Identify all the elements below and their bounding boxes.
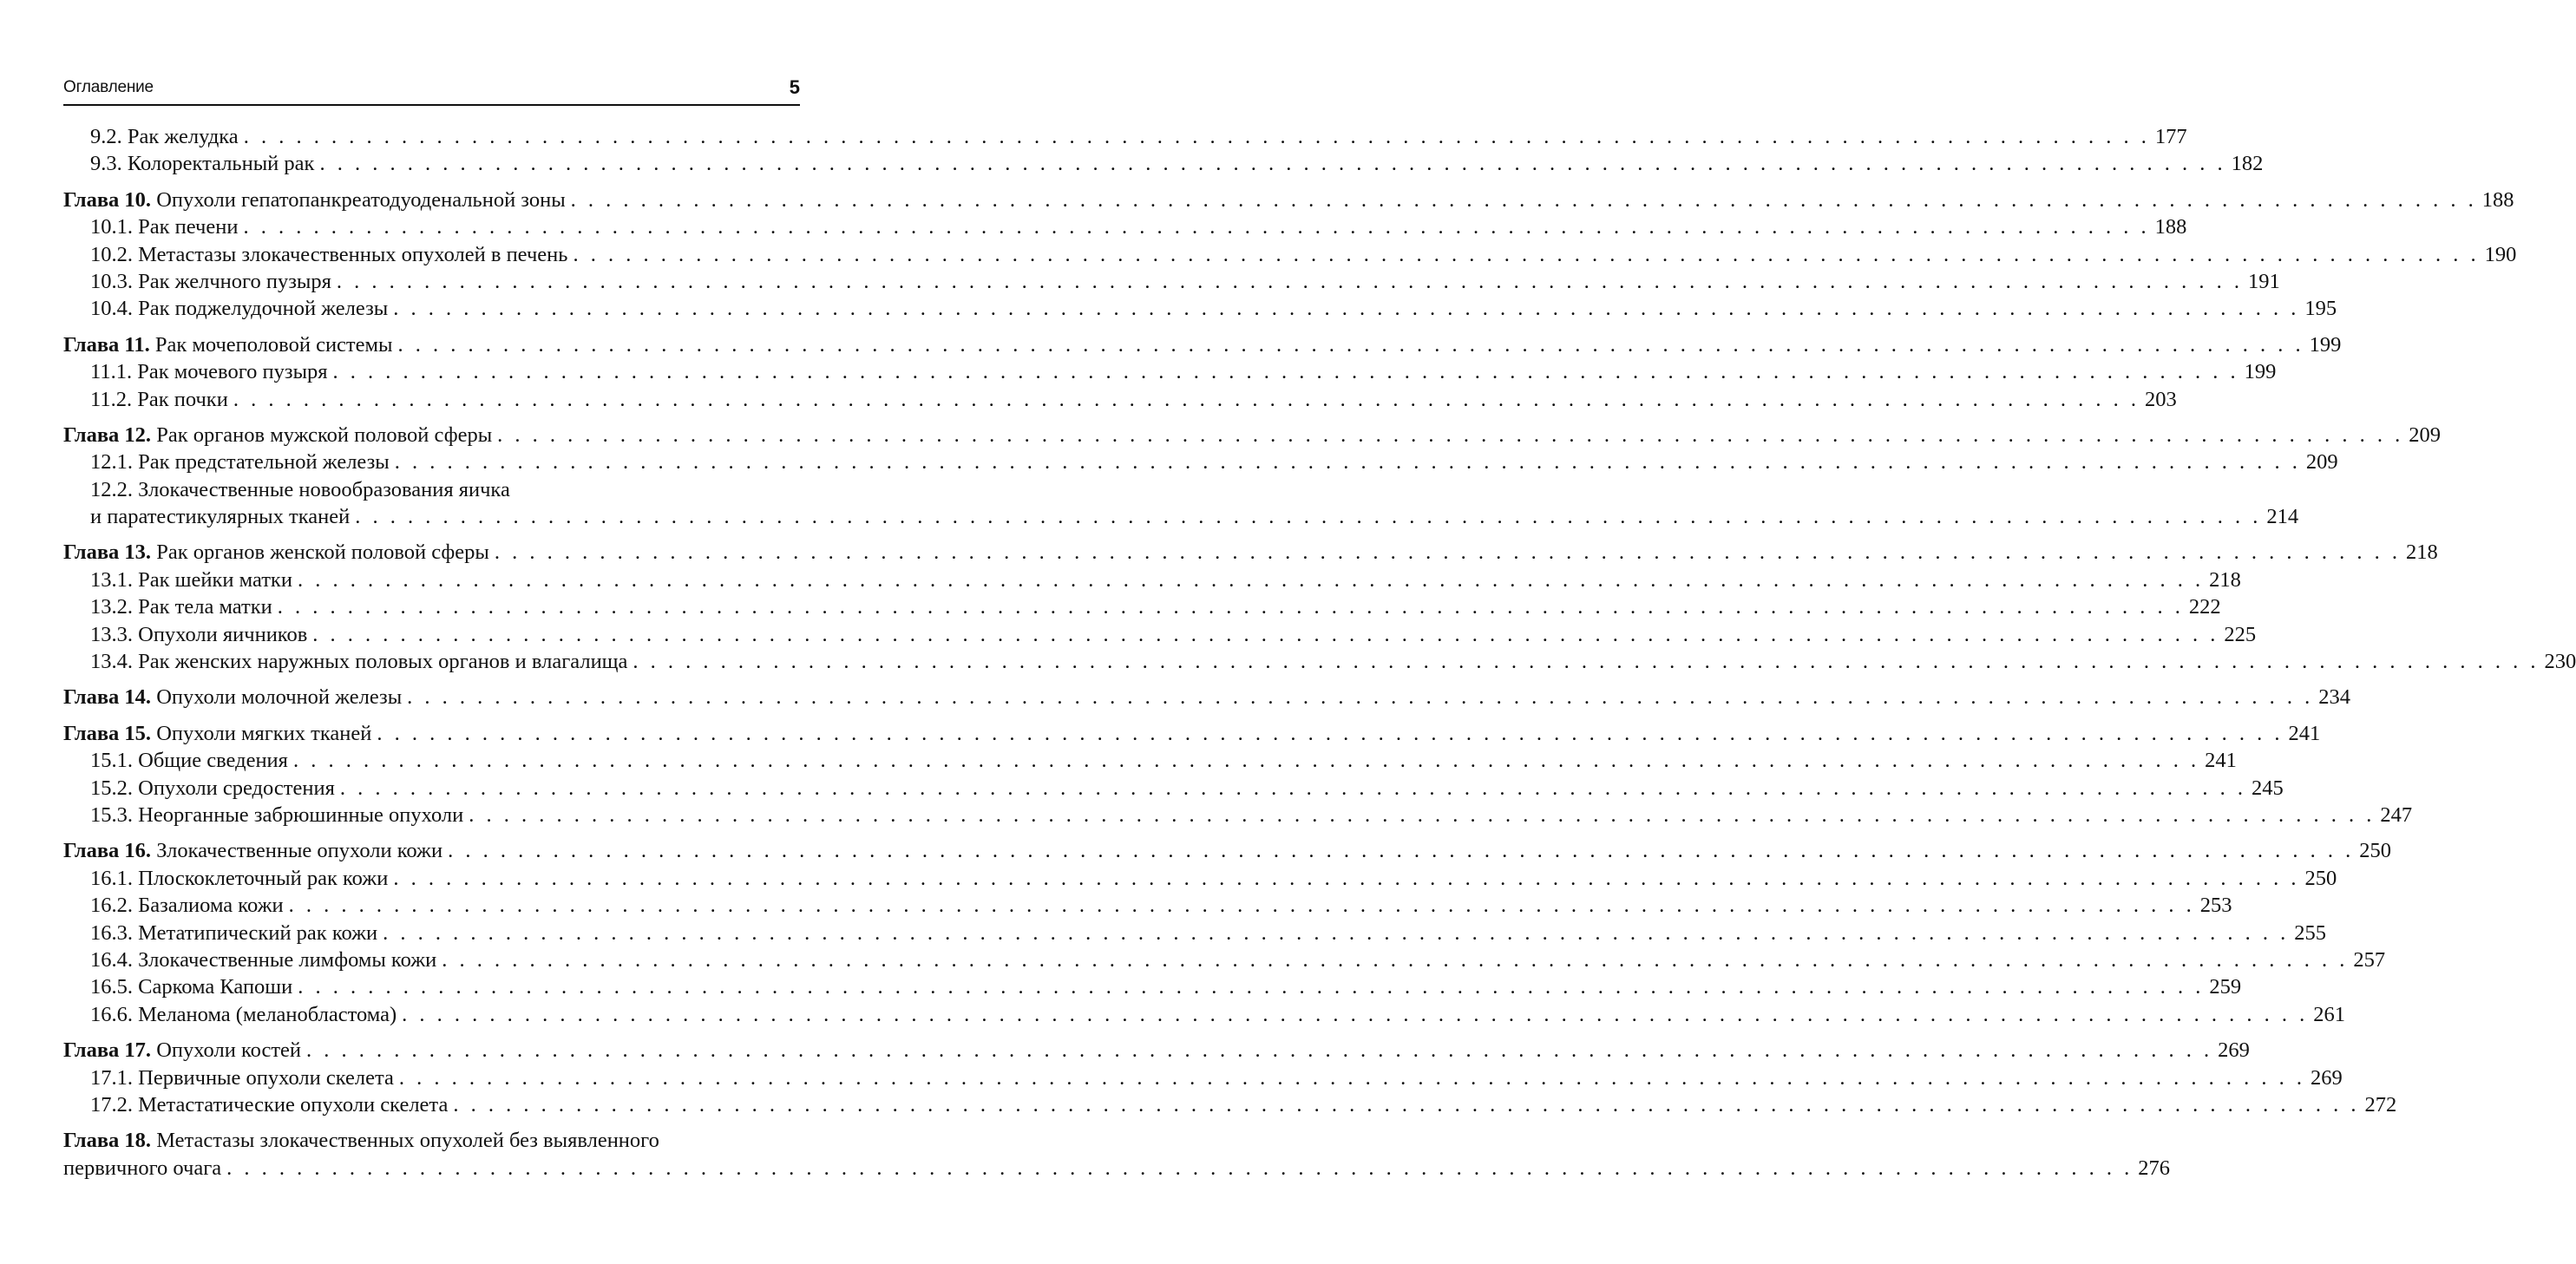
dot-leader: . . . . . . . . . . . . . . . . . . . . . . . . . . . . . . . . . . . . . . . . . . . . . . . . . . . . . . . . . . . . . . . . . . . . . . . . . . . . . . . . . . . . . . . . . . . . . . . . . . . . . . . . . . . . .: [292, 749, 2200, 773]
dot-leader: . . . . . . . . . . . . . . . . . . . . . . . . . . . . . . . . . . . . . . . . . . . . . . . . . . . . . . . . . . . . . . . . . . . . . . . . . . . . . . . . . . . . . . . . . . . . . . . . . . . . . . . . . . . . .: [332, 360, 2239, 384]
entry-text: Рак органов женской половой сферы: [151, 540, 489, 565]
toc-entry-title: [90, 241, 567, 268]
toc-entry-row[interactable]: [63, 621, 2257, 648]
toc-page-number: 247: [2380, 802, 2413, 827]
dot-leader: . . . . . . . . . . . . . . . . . . . . . . . . . . . . . . . . . . . . . . . . . . . . . . . . . . . . . . . . . . . . . . . . . . . . . . . . . . . . . . . . . . . . . . . . . . . . . . . . . . . . . . . . . . . . .: [453, 1092, 2360, 1117]
toc-page-number: 209: [2409, 422, 2442, 447]
chapter-label: Глава 10.: [63, 187, 152, 212]
toc-chapter-row[interactable]: [63, 684, 2351, 711]
entry-text: 17.2. Метастатические опухоли скелета: [90, 1092, 449, 1117]
entry-text: Опухоли мягких тканей: [151, 721, 372, 745]
dot-leader: . . . . . . . . . . . . . . . . . . . . . . . . . . . . . . . . . . . . . . . . . . . . . . . . . . . . . . . . . . . . . . . . . . . . . . . . . . . . . . . . . . . . . . . . . . . . . . . . . . . . . . . . . . . . .: [402, 1002, 2309, 1026]
entry-text: Злокачественные опухоли кожи: [151, 839, 443, 863]
dot-leader: . . . . . . . . . . . . . . . . . . . . . . . . . . . . . . . . . . . . . . . . . . . . . . . . . . . . . . . . . . . . . . . . . . . . . . . . . . . . . . . . . . . . . . . . . . . . . . . . . . . . . . . . . . . . .: [277, 595, 2184, 619]
entry-text: 9.3. Колоректальный рак: [90, 152, 315, 176]
toc-entry-row[interactable]: [63, 567, 2241, 593]
dot-leader: . . . . . . . . . . . . . . . . . . . . . . . . . . . . . . . . . . . . . . . . . . . . . . . . . . . . . . . . . . . . . . . . . . . . . . . . . . . . . . . . . . . . . . . . . . . . . . . . . . . . . . . . . . . . .: [298, 975, 2205, 999]
toc-page-number: 276: [2138, 1156, 2171, 1180]
toc-page-number: 188: [2154, 215, 2187, 239]
toc-entry-title: [63, 684, 402, 711]
toc-page-number: 203: [2144, 387, 2177, 411]
toc-entry-row[interactable]: [63, 892, 2232, 919]
toc-entry-title: [63, 720, 371, 747]
toc-entry-row[interactable]: [63, 1155, 2171, 1182]
toc-entry-title: [63, 422, 492, 449]
entry-text: 17.1. Первичные опухоли скелета: [90, 1065, 394, 1090]
entry-text: и паратестикулярных тканей: [90, 505, 351, 529]
dot-leader: . . . . . . . . . . . . . . . . . . . . . . . . . . . . . . . . . . . . . . . . . . . . . . . . . . . . . . . . . . . . . . . . . . . . . . . . . . . . . . . . . . . . . . . . . . . . . . . . . . . . . . . . . . . . .: [383, 920, 2290, 945]
toc-entry-row[interactable]: [63, 946, 2386, 973]
toc-entry-title: [90, 973, 292, 1000]
toc-page-number: 188: [2481, 187, 2514, 212]
toc-page-number: 261: [2313, 1002, 2346, 1026]
toc-chapter-row[interactable]: [63, 187, 2514, 213]
toc-page-number: 195: [2304, 297, 2337, 321]
entry-text: 10.3. Рак желчного пузыря: [90, 269, 331, 293]
entry-text: Метастазы злокачественных опухолей без выявленного: [151, 1129, 659, 1153]
dot-leader: . . . . . . . . . . . . . . . . . . . . . . . . . . . . . . . . . . . . . . . . . . . . . . . . . . . . . . . . . . . . . . . . . . . . . . . . . . . . . . . . . . . . . . . . . . . . . . . . . . . . . . . . . . . . .: [573, 242, 2480, 266]
entry-text: Рак мочеполовой системы: [149, 332, 393, 357]
toc-page-number: 199: [2309, 332, 2342, 357]
dot-leader: . . . . . . . . . . . . . . . . . . . . . . . . . . . . . . . . . . . . . . . . . . . . . . . . . . . . . . . . . . . . . . . . . . . . . . . . . . . . . . . . . . . . . . . . . . . . . . . . . . . . . . . . . . . . .: [312, 622, 2219, 646]
toc-page-number: 257: [2353, 947, 2386, 972]
toc-page-number: 250: [2304, 866, 2337, 890]
toc-entry-title: [90, 386, 228, 413]
toc-page-number: 182: [2231, 152, 2264, 176]
entry-text: 16.5. Саркома Капоши: [90, 975, 293, 999]
dot-leader: . . . . . . . . . . . . . . . . . . . . . . . . . . . . . . . . . . . . . . . . . . . . . . . . . . . . . . . . . . . . . . . . . . . . . . . . . . . . . . . . . . . . . . . . . . . . . . . . . . . . . . . . . . . . .: [288, 894, 2195, 918]
chapter-label: Глава 13.: [63, 540, 152, 565]
toc-chapter-row[interactable]: [63, 837, 2391, 864]
toc-page-number: 245: [2251, 776, 2284, 800]
toc-entry-row[interactable]: [63, 213, 2187, 240]
toc-entry-row[interactable]: [63, 358, 2277, 385]
toc-entry-row[interactable]: [63, 268, 2280, 295]
toc-entry-row[interactable]: [63, 150, 2264, 177]
toc-entry-row[interactable]: [63, 123, 2187, 150]
dot-leader: . . . . . . . . . . . . . . . . . . . . . . . . . . . . . . . . . . . . . . . . . . . . . . . . . . . . . . . . . . . . . . . . . . . . . . . . . . . . . . . . . . . . . . . . . . . . . . . . . . . . . . . . . . . . .: [306, 1038, 2213, 1063]
dot-leader: . . . . . . . . . . . . . . . . . . . . . . . . . . . . . . . . . . . . . . . . . . . . . . . . . . . . . . . . . . . . . . . . . . . . . . . . . . . . . . . . . . . . . . . . . . . . . . . . . . . . . . . . . . . . .: [398, 1065, 2305, 1090]
entry-text: 12.2. Злокачественные новообразования яичка: [90, 477, 510, 501]
toc-entry-row[interactable]: [63, 1064, 2343, 1091]
entry-text: 16.1. Плоскоклеточный рак кожи: [90, 866, 389, 890]
dot-leader: . . . . . . . . . . . . . . . . . . . . . . . . . . . . . . . . . . . . . . . . . . . . . . . . . . . . . . . . . . . . . . . . . . . . . . . . . . . . . . . . . . . . . . . . . . . . . . . . . . . . . . . . . . . . .: [377, 721, 2284, 745]
toc-entry-title: [90, 1091, 448, 1118]
entry-text: 16.4. Злокачественные лимфомы кожи: [90, 947, 437, 972]
entry-text: 13.3. Опухоли яичников: [90, 622, 308, 646]
toc-entry-row[interactable]: [63, 503, 2299, 530]
toc-entry-title: [90, 476, 510, 503]
toc-entry-title: [90, 213, 238, 240]
toc-chapter-row[interactable]: [63, 1127, 800, 1154]
toc-chapter-row[interactable]: [63, 539, 2438, 566]
chapter-label: Глава 12.: [63, 422, 152, 447]
dot-leader: . . . . . . . . . . . . . . . . . . . . . . . . . . . . . . . . . . . . . . . . . . . . . . . . . . . . . . . . . . . . . . . . . . . . . . . . . . . . . . . . . . . . . . . . . . . . . . . . . . . . . . . . . . . . .: [570, 187, 2477, 212]
toc-entry-title: [90, 358, 328, 385]
toc-entry-title: [90, 1064, 394, 1091]
dot-leader: . . . . . . . . . . . . . . . . . . . . . . . . . . . . . . . . . . . . . . . . . . . . . . . . . . . . . . . . . . . . . . . . . . . . . . . . . . . . . . . . . . . . . . . . . . . . . . . . . . . . . . . . . . . . .: [226, 1156, 2134, 1180]
toc-entry-title: [63, 187, 566, 213]
toc-page-number: 234: [2318, 685, 2351, 710]
dot-leader: . . . . . . . . . . . . . . . . . . . . . . . . . . . . . . . . . . . . . . . . . . . . . . . . . . . . . . . . . . . . . . . . . . . . . . . . . . . . . . . . . . . . . . . . . . . . . . . . . . . . . . . . . . . . .: [497, 422, 2404, 447]
toc-entry-row[interactable]: [63, 747, 2237, 774]
toc-page-number: 218: [2209, 567, 2241, 592]
toc-chapter-row[interactable]: [63, 720, 2321, 747]
toc-entry-row[interactable]: [63, 449, 2338, 475]
toc-page-number: 199: [2244, 360, 2277, 384]
chapter-label: Глава 11.: [63, 332, 150, 357]
toc-entry-title: [90, 865, 388, 892]
toc-entry-title: [90, 892, 284, 919]
toc-page-number: 230: [2544, 650, 2576, 674]
toc-entry-row[interactable]: [63, 775, 2284, 802]
toc-entry-title: [63, 539, 489, 566]
toc-page-number: 191: [2248, 269, 2280, 293]
toc-entry-row[interactable]: [63, 593, 2221, 620]
toc-entry-title: [90, 503, 350, 530]
toc-entry-title: [90, 621, 307, 648]
toc-entry-title: [63, 1037, 301, 1064]
toc-entry-title: [90, 593, 272, 620]
entry-text: 15.3. Неорганные забрюшинные опухоли: [90, 802, 464, 827]
toc-page-number: 250: [2359, 839, 2391, 863]
dot-leader: . . . . . . . . . . . . . . . . . . . . . . . . . . . . . . . . . . . . . . . . . . . . . . . . . . . . . . . . . . . . . . . . . . . . . . . . . . . . . . . . . . . . . . . . . . . . . . . . . . . . . . . . . . . . .: [633, 650, 2540, 674]
toc-entry-title: [90, 150, 314, 177]
toc-entry-row[interactable]: [63, 648, 2576, 675]
entry-text: 16.6. Меланома (меланобластома): [90, 1002, 397, 1026]
toc-page-number: 177: [2154, 125, 2187, 148]
dot-leader: . . . . . . . . . . . . . . . . . . . . . . . . . . . . . . . . . . . . . . . . . . . . . . . . . . . . . . . . . . . . . . . . . . . . . . . . . . . . . . . . . . . . . . . . . . . . . . . . . . . . . . . . . . . . .: [442, 947, 2349, 972]
entry-text: 10.4. Рак поджелудочной железы: [90, 297, 389, 321]
toc-page-number: 209: [2305, 450, 2338, 475]
toc-entry-row[interactable]: [63, 476, 800, 503]
toc-page-number: 253: [2199, 894, 2232, 918]
toc-entry-title: [90, 449, 390, 475]
dot-leader: . . . . . . . . . . . . . . . . . . . . . . . . . . . . . . . . . . . . . . . . . . . . . . . . . . . . . . . . . . . . . . . . . . . . . . . . . . . . . . . . . . . . . . . . . . . . . . . . . . . . . . . . . . . . .: [243, 215, 2150, 239]
table-of-contents: [63, 123, 2576, 1182]
dot-leader: . . . . . . . . . . . . . . . . . . . . . . . . . . . . . . . . . . . . . . . . . . . . . . . . . . . . . . . . . . . . . . . . . . . . . . . . . . . . . . . . . . . . . . . . . . . . . . . . . . . . . . . . . . . . .: [397, 332, 2304, 357]
toc-page-number: 225: [2224, 622, 2257, 646]
toc-page-number: 269: [2218, 1038, 2250, 1063]
chapter-label: Глава 16.: [63, 839, 152, 863]
toc-entry-row[interactable]: [63, 920, 2327, 946]
toc-entry-title: [90, 747, 288, 774]
entry-text: первичного очага: [63, 1156, 222, 1180]
entry-text: 10.2. Метастазы злокачественных опухолей в печень: [90, 242, 568, 266]
toc-entry-row[interactable]: [63, 802, 2413, 828]
dot-leader: . . . . . . . . . . . . . . . . . . . . . . . . . . . . . . . . . . . . . . . . . . . . . . . . . . . . . . . . . . . . . . . . . . . . . . . . . . . . . . . . . . . . . . . . . . . . . . . . . . . . . . . . . . . . .: [394, 450, 2301, 475]
dot-leader: . . . . . . . . . . . . . . . . . . . . . . . . . . . . . . . . . . . . . . . . . . . . . . . . . . . . . . . . . . . . . . . . . . . . . . . . . . . . . . . . . . . . . . . . . . . . . . . . . . . . . . . . . . . . .: [469, 802, 2376, 827]
toc-chapter-row[interactable]: [63, 331, 2342, 358]
dot-leader: . . . . . . . . . . . . . . . . . . . . . . . . . . . . . . . . . . . . . . . . . . . . . . . . . . . . . . . . . . . . . . . . . . . . . . . . . . . . . . . . . . . . . . . . . . . . . . . . . . . . . . . . . . . . .: [297, 567, 2205, 592]
dot-leader: . . . . . . . . . . . . . . . . . . . . . . . . . . . . . . . . . . . . . . . . . . . . . . . . . . . . . . . . . . . . . . . . . . . . . . . . . . . . . . . . . . . . . . . . . . . . . . . . . . . . . . . . . . . . .: [339, 776, 2246, 800]
toc-chapter-row[interactable]: [63, 422, 2442, 449]
toc-page-number: 272: [2364, 1092, 2397, 1117]
dot-leader: . . . . . . . . . . . . . . . . . . . . . . . . . . . . . . . . . . . . . . . . . . . . . . . . . . . . . . . . . . . . . . . . . . . . . . . . . . . . . . . . . . . . . . . . . . . . . . . . . . . . . . . . . . . . .: [407, 685, 2314, 710]
dot-leader: . . . . . . . . . . . . . . . . . . . . . . . . . . . . . . . . . . . . . . . . . . . . . . . . . . . . . . . . . . . . . . . . . . . . . . . . . . . . . . . . . . . . . . . . . . . . . . . . . . . . . . . . . . . . .: [448, 839, 2355, 863]
toc-page-number: 259: [2209, 975, 2242, 999]
toc-entry-row[interactable]: [63, 241, 2517, 268]
entry-text: 15.2. Опухоли средостения: [90, 776, 335, 800]
entry-text: 13.4. Рак женских наружных половых органов и влагалища: [90, 650, 628, 674]
toc-entry-title: [63, 1127, 659, 1154]
toc-entry-title: [90, 123, 239, 150]
entry-text: Опухоли молочной железы: [151, 685, 403, 710]
entry-text: 16.2. Базалиома кожи: [90, 894, 284, 918]
entry-text: 12.1. Рак предстательной железы: [90, 450, 390, 475]
entry-text: 16.3. Метатипический рак кожи: [90, 920, 378, 945]
chapter-label: Глава 18.: [63, 1129, 152, 1153]
toc-entry-title: [90, 268, 331, 295]
chapter-label: Глава 15.: [63, 721, 152, 745]
toc-entry-row[interactable]: [63, 865, 2337, 892]
toc-entry-row[interactable]: [63, 1001, 2346, 1028]
toc-entry-title: [90, 775, 335, 802]
toc-entry-title: [63, 1155, 221, 1182]
toc-entry-title: [63, 837, 442, 864]
dot-leader: . . . . . . . . . . . . . . . . . . . . . . . . . . . . . . . . . . . . . . . . . . . . . . . . . . . . . . . . . . . . . . . . . . . . . . . . . . . . . . . . . . . . . . . . . . . . . . . . . . . . . . . . . . . . .: [393, 866, 2300, 890]
toc-entry-row[interactable]: [63, 295, 2337, 322]
toc-entry-row[interactable]: [63, 973, 2242, 1000]
dot-leader: . . . . . . . . . . . . . . . . . . . . . . . . . . . . . . . . . . . . . . . . . . . . . . . . . . . . . . . . . . . . . . . . . . . . . . . . . . . . . . . . . . . . . . . . . . . . . . . . . . . . . . . . . . . . .: [243, 125, 2150, 148]
dot-leader: . . . . . . . . . . . . . . . . . . . . . . . . . . . . . . . . . . . . . . . . . . . . . . . . . . . . . . . . . . . . . . . . . . . . . . . . . . . . . . . . . . . . . . . . . . . . . . . . . . . . . . . . . . . . .: [355, 505, 2262, 529]
entry-text: Рак органов мужской половой сферы: [151, 422, 493, 447]
entry-text: 13.2. Рак тела матки: [90, 595, 272, 619]
toc-page-number: 190: [2484, 242, 2517, 266]
header-page-number: 5: [789, 76, 800, 98]
toc-page-number: 255: [2294, 920, 2327, 945]
toc-entry-row[interactable]: [63, 386, 2177, 413]
toc-entry-title: [90, 946, 436, 973]
entry-text: 11.2. Рак почки: [90, 387, 228, 411]
toc-entry-title: [90, 802, 463, 828]
toc-entry-title: [90, 295, 388, 322]
dot-leader: . . . . . . . . . . . . . . . . . . . . . . . . . . . . . . . . . . . . . . . . . . . . . . . . . . . . . . . . . . . . . . . . . . . . . . . . . . . . . . . . . . . . . . . . . . . . . . . . . . . . . . . . . . . . .: [393, 297, 2300, 321]
toc-page-number: 269: [2310, 1065, 2343, 1090]
toc-entry-title: [90, 920, 377, 946]
header-title: Оглавление: [63, 78, 154, 96]
entry-text: Опухоли костей: [151, 1038, 302, 1063]
toc-page-number: 241: [2205, 749, 2237, 773]
toc-page-number: 222: [2188, 595, 2221, 619]
toc-page-number: 218: [2405, 540, 2438, 565]
running-header: [63, 76, 800, 106]
toc-entry-title: [90, 1001, 397, 1028]
entry-text: 15.1. Общие сведения: [90, 749, 288, 773]
toc-chapter-row[interactable]: [63, 1037, 2250, 1064]
entry-text: 13.1. Рак шейки матки: [90, 567, 292, 592]
toc-entry-title: [90, 648, 627, 675]
toc-entry-title: [63, 331, 392, 358]
dot-leader: . . . . . . . . . . . . . . . . . . . . . . . . . . . . . . . . . . . . . . . . . . . . . . . . . . . . . . . . . . . . . . . . . . . . . . . . . . . . . . . . . . . . . . . . . . . . . . . . . . . . . . . . . . . . .: [319, 152, 2226, 176]
entry-text: 11.1. Рак мочевого пузыря: [90, 360, 328, 384]
entry-text: Опухоли гепатопанкреатодуоденальной зоны: [151, 187, 566, 212]
entry-text: 9.2. Рак желудка: [90, 125, 239, 148]
dot-leader: . . . . . . . . . . . . . . . . . . . . . . . . . . . . . . . . . . . . . . . . . . . . . . . . . . . . . . . . . . . . . . . . . . . . . . . . . . . . . . . . . . . . . . . . . . . . . . . . . . . . . . . . . . . . .: [233, 387, 2140, 411]
chapter-label: Глава 14.: [63, 685, 152, 710]
toc-entry-title: [90, 567, 292, 593]
toc-page-number: 241: [2288, 721, 2321, 745]
dot-leader: . . . . . . . . . . . . . . . . . . . . . . . . . . . . . . . . . . . . . . . . . . . . . . . . . . . . . . . . . . . . . . . . . . . . . . . . . . . . . . . . . . . . . . . . . . . . . . . . . . . . . . . . . . . . .: [336, 269, 2243, 293]
toc-page-number: 214: [2266, 505, 2299, 529]
entry-text: 10.1. Рак печени: [90, 215, 239, 239]
dot-leader: . . . . . . . . . . . . . . . . . . . . . . . . . . . . . . . . . . . . . . . . . . . . . . . . . . . . . . . . . . . . . . . . . . . . . . . . . . . . . . . . . . . . . . . . . . . . . . . . . . . . . . . . . . . . .: [494, 540, 2401, 565]
toc-entry-row[interactable]: [63, 1091, 2397, 1118]
chapter-label: Глава 17.: [63, 1038, 152, 1063]
